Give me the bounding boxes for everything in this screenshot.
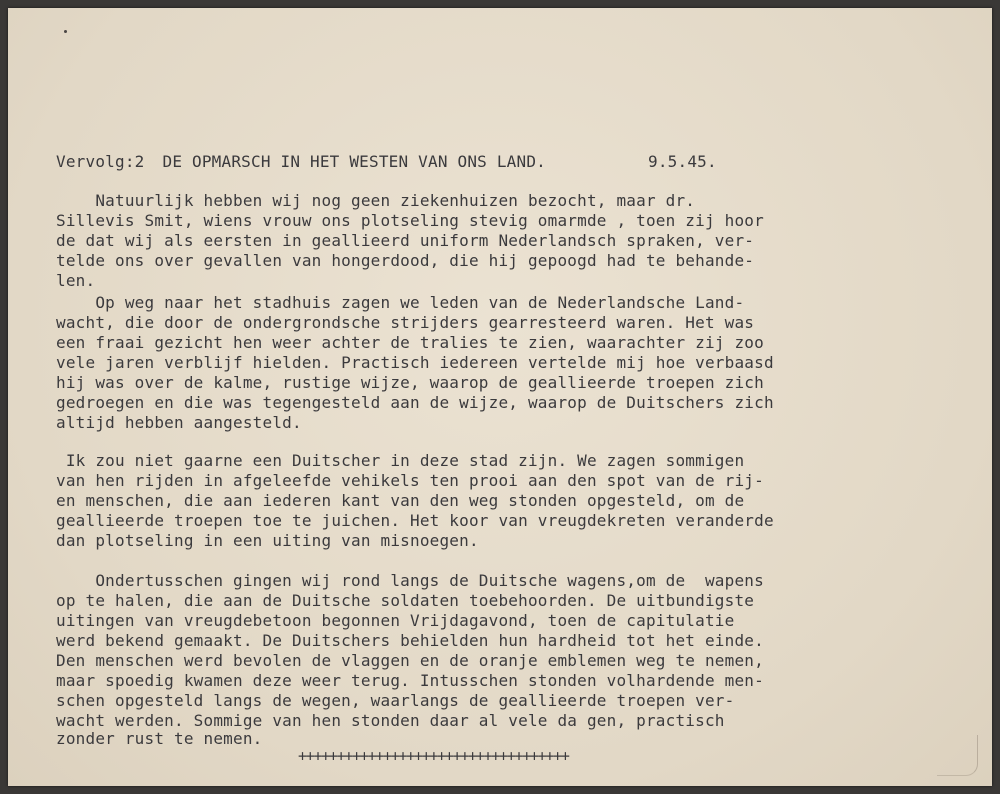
text-line: Den menschen werd bevolen de vlaggen en de oranje emblemen weg te nemen, xyxy=(56,651,764,670)
text-line: Sillevis Smit, wiens vrouw ons plotseling stevig omarmde , toen zij hoor xyxy=(56,211,764,230)
header-line xyxy=(56,152,717,172)
typed-text-block xyxy=(56,8,956,765)
text-line: van hen rijden in afgeleefde vehikels ten prooi aan den spot van de rij- xyxy=(56,471,764,490)
text-line: wacht, die door de ondergrondsche strijders gearresteerd waren. Het was xyxy=(56,313,755,332)
text-line: altijd hebben aangesteld. xyxy=(56,413,302,432)
text-line: Op weg naar het stadhuis zagen we leden van de Nederlandsche Land- xyxy=(56,293,745,312)
continuation-label: Vervolg:2 xyxy=(56,152,145,171)
separator-line: +++++++++++++++++++++++++++++++++++ xyxy=(298,747,569,765)
text-line: wacht werden. Sommige van hen stonden daar al vele da gen, practisch xyxy=(56,711,725,730)
text-line: schen opgesteld langs de wegen, waarlangs de geallieerde troepen ver- xyxy=(56,691,735,710)
text-line: len. xyxy=(56,271,96,290)
typewritten-page xyxy=(8,8,992,786)
text-line: zonder rust te nemen. xyxy=(56,729,263,748)
text-line: de dat wij als eersten in geallieerd uniform Nederlandsch spraken, ver- xyxy=(56,231,755,250)
document-title: DE OPMARSCH IN HET WESTEN VAN ONS LAND. xyxy=(162,152,546,171)
text-line: gedroegen en die was tegengesteld aan de wijze, waarop de Duitschers zich xyxy=(56,393,774,412)
text-line: geallieerde troepen toe te juichen. Het koor van vreugdekreten veranderde xyxy=(56,511,774,530)
text-line: vele jaren verblijf hielden. Practisch iedereen vertelde mij hoe verbaasd xyxy=(56,353,774,372)
paper-corner-crease xyxy=(937,735,978,776)
text-line: maar spoedig kwamen deze weer terug. Intusschen stonden volhardende men- xyxy=(56,671,764,690)
text-line: Natuurlijk hebben wij nog geen ziekenhuizen bezocht, maar dr. xyxy=(56,191,696,210)
text-line: uitingen van vreugdebetoon begonnen Vrijdagavond, toen de capitulatie xyxy=(56,611,735,630)
text-line: en menschen, die aan iederen kant van den weg stonden opgesteld, om de xyxy=(56,491,745,510)
text-line: een fraai gezicht hen weer achter de tralies te zien, waarachter zij zoo xyxy=(56,333,764,352)
document-date: 9.5.45. xyxy=(647,152,717,171)
text-line: werd bekend gemaakt. De Duitschers behielden hun hardheid tot het einde. xyxy=(56,631,764,650)
text-line: Ik zou niet gaarne een Duitscher in deze stad zijn. We zagen sommigen xyxy=(56,451,745,470)
text-line: telde ons over gevallen van hongerdood, die hij gepoogd had te behande- xyxy=(56,251,755,270)
text-line: op te halen, die aan de Duitsche soldaten toebehoorden. De uitbundigste xyxy=(56,591,755,610)
text-line: dan plotseling in een uiting van misnoegen. xyxy=(56,531,479,550)
text-line: hij was over de kalme, rustige wijze, waarop de geallieerde troepen zich xyxy=(56,373,764,392)
text-line: Ondertusschen gingen wij rond langs de Duitsche wagens,om de wapens xyxy=(56,571,764,590)
